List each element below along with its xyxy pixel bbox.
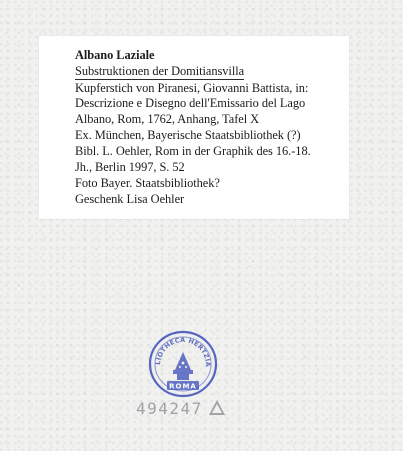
triangle-icon bbox=[209, 400, 225, 415]
label-line-bibliography: Bibl. L. Oehler, Rom in der Graphik des 16.-18. bbox=[75, 144, 311, 159]
inventory-number-text: 494247 bbox=[136, 399, 203, 418]
inventory-number bbox=[136, 399, 225, 418]
svg-text:ROMA: ROMA bbox=[169, 382, 197, 391]
label-line-work: Descrizione e Disegno dell'Emissario del Lago bbox=[75, 96, 306, 111]
label-line-source: Kupferstich von Piranesi, Giovanni Battista, in: bbox=[75, 80, 309, 95]
library-seal-icon bbox=[148, 330, 218, 398]
label-line-copy: Ex. München, Bayerische Staatsbibliothek (?) bbox=[75, 128, 301, 143]
label-line-publication: Albano, Rom, 1762, Anhang, Tafel X bbox=[75, 112, 260, 127]
catalog-label-text bbox=[75, 48, 347, 208]
label-subtitle: Substruktionen der Domitiansvilla bbox=[75, 63, 245, 78]
seal-legend bbox=[218, 330, 219, 331]
label-line-photo: Foto Bayer. Staatsbibliothek? bbox=[75, 175, 220, 190]
label-line-donation: Geschenk Lisa Oehler bbox=[75, 191, 185, 206]
label-line-bibliography-cont: Jh., Berlin 1997, S. 52 bbox=[75, 160, 185, 175]
label-title: Albano Laziale bbox=[75, 48, 155, 62]
svg-text:BIBLIOTHECA HERTZIANA: LIOTHECA HERTZIA bbox=[153, 335, 213, 368]
